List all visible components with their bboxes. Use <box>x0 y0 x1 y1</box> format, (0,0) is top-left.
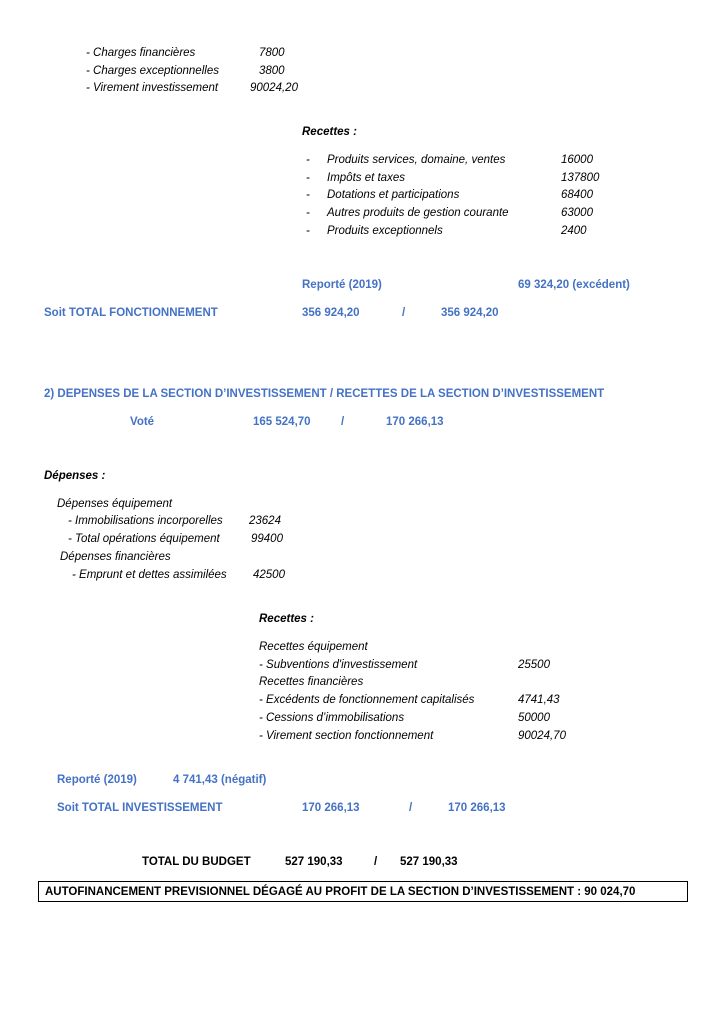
charge-label: - Charges exceptionnelles <box>86 65 219 77</box>
bullet-dash: - <box>306 154 310 166</box>
recettes-group: Recettes équipement <box>259 641 368 653</box>
recette-value: 137800 <box>561 172 600 184</box>
recettes-heading: Recettes : <box>302 126 357 138</box>
recette-value: 16000 <box>561 154 593 166</box>
autofinancement-box <box>38 881 688 902</box>
depense-label: - Immobilisations incorporelles <box>68 515 223 527</box>
total-budget-depenses: 527 190,33 <box>285 856 343 868</box>
recette-label: Dotations et participations <box>327 189 460 201</box>
bullet-dash: - <box>306 207 310 219</box>
depense-label: - Total opérations équipement <box>68 533 220 545</box>
recette-label: - Virement section fonctionnement <box>259 730 434 742</box>
reporte-label: Reporté (2019) <box>302 279 382 291</box>
total-budget-label: TOTAL DU BUDGET <box>142 856 251 868</box>
section-heading: 2) DEPENSES DE LA SECTION D’INVESTISSEMENT / RECETTES DE LA SECTION D’INVESTISSEMENT <box>44 388 605 400</box>
autofinancement-text: AUTOFINANCEMENT PREVISIONNEL DÉGAGÉ AU PROFIT DE LA SECTION D’INVESTISSEMENT : 90 024,70 <box>45 886 636 898</box>
total-budget-separator: / <box>374 856 378 868</box>
total-fonctionnement-label: Soit TOTAL FONCTIONNEMENT <box>44 307 218 319</box>
recettes-heading: Recettes : <box>259 613 314 625</box>
depenses-group: Dépenses équipement <box>57 498 173 510</box>
charge-label: - Charges financières <box>86 47 196 59</box>
total-recettes: 170 266,13 <box>448 802 506 814</box>
reporte-value: 69 324,20 (excédent) <box>518 279 630 291</box>
vote-label: Voté <box>130 416 155 428</box>
total-budget-recettes: 527 190,33 <box>400 856 458 868</box>
reporte-label: Reporté (2019) <box>57 774 137 786</box>
vote-depenses: 165 524,70 <box>253 416 311 428</box>
total-depenses: 356 924,20 <box>302 307 360 319</box>
bullet-dash: - <box>306 225 310 237</box>
total-separator: / <box>402 307 406 319</box>
recette-value: 90024,70 <box>518 730 566 742</box>
total-recettes: 356 924,20 <box>441 307 499 319</box>
recette-value: 4741,43 <box>518 694 560 706</box>
recette-value: 68400 <box>561 189 593 201</box>
charge-value: 7800 <box>259 47 285 59</box>
recette-label: - Cessions d’immobilisations <box>259 712 405 724</box>
recette-label: - Excédents de fonctionnement capitalisés <box>259 694 475 706</box>
total-depenses: 170 266,13 <box>302 802 360 814</box>
recette-label: Produits exceptionnels <box>327 225 443 237</box>
charge-label: - Virement investissement <box>86 82 219 94</box>
recette-label: Impôts et taxes <box>327 172 405 184</box>
recette-label: Autres produits de gestion courante <box>327 207 509 219</box>
total-separator: / <box>409 802 413 814</box>
charge-value: 3800 <box>259 65 285 77</box>
depense-value: 99400 <box>251 533 283 545</box>
recette-value: 63000 <box>561 207 593 219</box>
recette-label: - Subventions d'investissement <box>259 659 418 671</box>
depenses-heading: Dépenses : <box>44 470 106 482</box>
depense-value: 42500 <box>253 569 285 581</box>
total-investissement-label: Soit TOTAL INVESTISSEMENT <box>57 802 223 814</box>
depenses-group: Dépenses financières <box>60 551 171 563</box>
recettes-group: Recettes financières <box>259 676 364 688</box>
depense-value: 23624 <box>249 515 281 527</box>
recette-value: 25500 <box>518 659 550 671</box>
charge-value: 90024,20 <box>250 82 298 94</box>
reporte-value: 4 741,43 (négatif) <box>173 774 267 786</box>
recette-value: 50000 <box>518 712 550 724</box>
vote-separator: / <box>341 416 345 428</box>
bullet-dash: - <box>306 172 310 184</box>
recette-label: Produits services, domaine, ventes <box>327 154 506 166</box>
recette-value: 2400 <box>561 225 587 237</box>
vote-recettes: 170 266,13 <box>386 416 444 428</box>
depense-label: - Emprunt et dettes assimilées <box>72 569 227 581</box>
bullet-dash: - <box>306 189 310 201</box>
